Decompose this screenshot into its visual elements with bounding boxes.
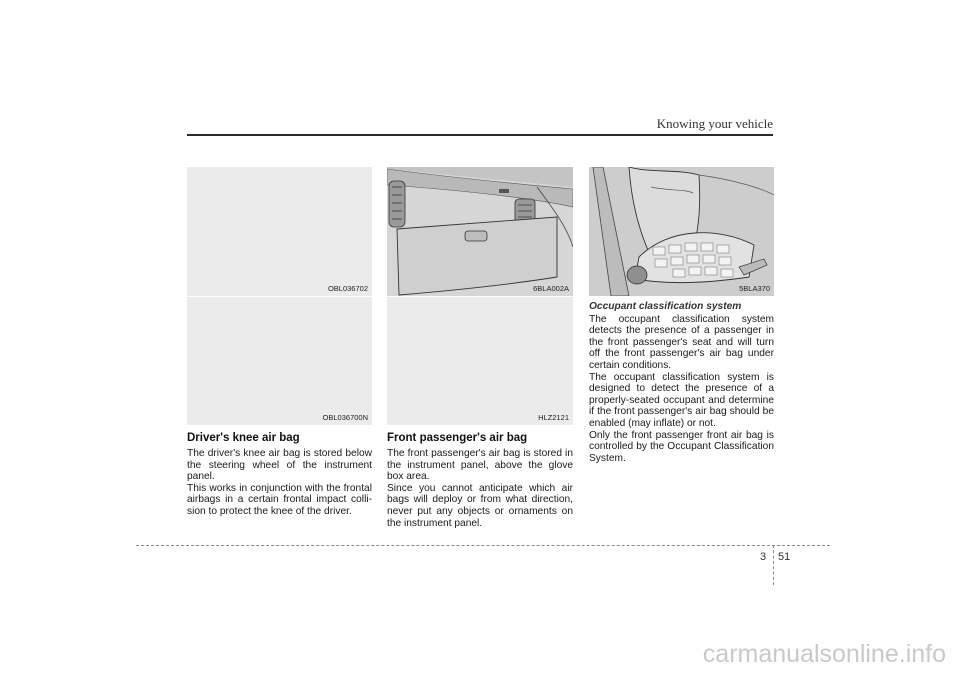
page-number: 51 [778,551,791,563]
footer-divider [773,545,774,585]
paragraph: The occupant classification system is designed to detect the presence of a properly-seated occupant and determine if the front passenger's air bag should be enabled (may inflate) or not. [589,371,774,429]
figure-passenger-airbag-warning [387,297,573,425]
figure-knee-airbag-bottom [187,297,372,425]
running-header-title: Knowing your vehicle [656,116,773,131]
section-heading: Front passenger's air bag [387,432,528,444]
seat-illustration [589,167,774,296]
section-heading: Driver's knee air bag [187,432,300,444]
figure-code: 6BLA002A [533,284,569,293]
figure-passenger-airbag-dashboard [387,167,573,296]
column-drivers-knee-airbag [187,431,372,518]
paragraph: The front passenger's air bag is stored in the instrument panel, above the glove box area. [387,448,573,483]
paragraph: Only the front passenger front air bag is controlled by the Occupant Classification System. [589,429,774,464]
paragraph: The driver's knee air bag is stored below the steering wheel of the instrument panel. [187,448,372,483]
column-occupant-classification [589,301,774,464]
watermark-text: carmanualsonline.info [702,640,946,668]
figure-code: OBL036700N [322,413,368,422]
figure-knee-airbag-top [187,167,372,296]
figure-code: OBL036702 [327,284,368,293]
paragraph: Since you cannot anticipate which air bags will deploy or from what direction, never put any objects or ornaments on the instrument panel. [387,482,573,529]
paragraph: This works in conjunction with the frontal airbags in a certain frontal impact colli-sion to protect the knee of the driver. [187,482,372,517]
header-rule [187,134,773,136]
dashboard-illustration [387,167,573,296]
figure-occupant-seat-sensor [589,167,774,296]
figure-code: HLZ2121 [538,413,569,422]
figure-code: 5BLA370 [739,284,770,293]
paragraph: The occupant classification system detects the presence of a passenger in the front passenger's seat and will turn off the front passenger's air bag under certain conditions. [589,313,774,371]
column-front-passenger-airbag [387,431,573,529]
chapter-number: 3 [760,551,767,563]
footer-rule [136,545,830,546]
subsection-heading: Occupant classification system [589,301,742,312]
